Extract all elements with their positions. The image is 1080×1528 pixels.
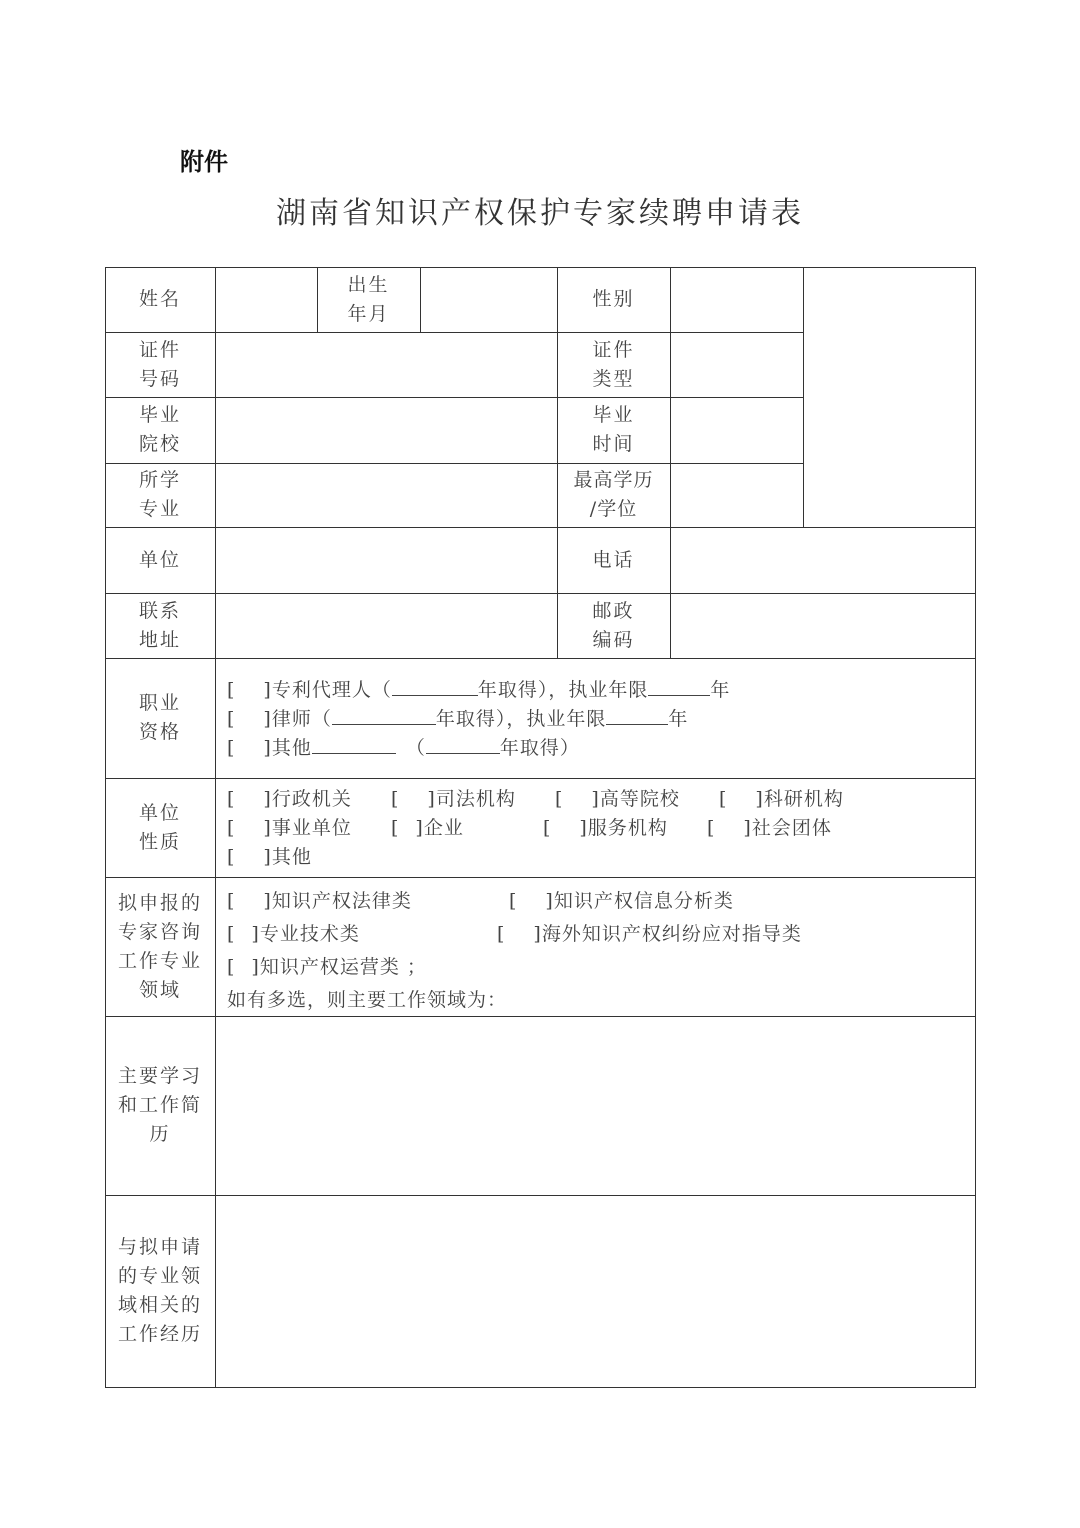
unit-nature-option[interactable]: [ ]司法机构 xyxy=(391,788,516,810)
label-gender: 性别 xyxy=(592,288,635,310)
unit-nature-option[interactable]: [ ]高等院校 xyxy=(555,788,680,810)
qualification-lawyer[interactable]: [ ]律师（ 年取得），执业年限 年 xyxy=(227,708,689,730)
field-option-info-analysis[interactable]: [ ]知识产权信息分析类 xyxy=(509,890,734,912)
patent-agent-year-blank[interactable] xyxy=(392,677,478,696)
photo-area[interactable] xyxy=(804,268,975,527)
application-form xyxy=(105,267,976,1388)
label-name: 姓名 xyxy=(138,288,181,310)
label-qualification: 职业 资格 xyxy=(138,692,181,743)
label-id-number: 证件 号码 xyxy=(138,338,181,390)
experience-field[interactable] xyxy=(216,1196,975,1387)
patent-agent-years-blank[interactable] xyxy=(648,677,710,696)
label-postcode: 邮政 编码 xyxy=(592,599,635,651)
lawyer-year-blank[interactable] xyxy=(332,706,436,725)
label-birth: 出生 年月 xyxy=(347,273,390,325)
field-option-law[interactable]: [ ]知识产权法律类 xyxy=(227,890,412,912)
field-note: 如有多选，则主要工作领域为： xyxy=(227,989,508,1011)
label-experience: 与拟申请 的专业领 域相关的 工作经历 xyxy=(117,1236,202,1345)
label-grad-time: 毕业 时间 xyxy=(592,404,635,455)
major-field[interactable] xyxy=(216,464,557,527)
other-name-blank[interactable] xyxy=(312,735,396,754)
label-field: 拟申报的 专家咨询 工作专业 领域 xyxy=(117,891,202,1001)
field-option-tech[interactable]: [ ]专业技术类 xyxy=(227,923,360,945)
form-title: 湖南省知识产权保护专家续聘申请表 xyxy=(276,196,804,231)
unit-nature-option[interactable]: [ ]社会团体 xyxy=(707,817,832,839)
degree-field[interactable] xyxy=(671,464,803,527)
label-major: 所学 专业 xyxy=(138,469,181,520)
label-resume: 主要学习 和工作简 历 xyxy=(117,1065,202,1145)
label-unit-nature: 单位 性质 xyxy=(138,801,181,853)
id-number-field[interactable] xyxy=(216,333,557,397)
qualification-patent-agent[interactable]: [ ]专利代理人（ 年取得），执业年限 年 xyxy=(227,679,731,701)
label-school: 毕业 院校 xyxy=(138,404,181,455)
school-field[interactable] xyxy=(216,398,557,463)
unit-nature-option[interactable]: [ ]其他 xyxy=(227,846,312,868)
unit-field[interactable] xyxy=(216,528,557,593)
phone-field[interactable] xyxy=(671,528,975,593)
postcode-field[interactable] xyxy=(671,594,975,658)
label-degree: 最高学历 /学位 xyxy=(573,469,654,520)
other-year-blank[interactable] xyxy=(426,735,500,754)
label-id-type: 证件 类型 xyxy=(592,338,635,390)
field-options xyxy=(227,885,802,1017)
label-address: 联系 地址 xyxy=(138,599,181,651)
attachment-label: 附件 xyxy=(180,148,228,176)
unit-nature-option[interactable]: [ ]服务机构 xyxy=(543,817,668,839)
unit-nature-options xyxy=(227,785,869,872)
qualification-other[interactable]: [ ]其他 （ 年取得） xyxy=(227,737,580,759)
label-unit: 单位 xyxy=(138,548,181,571)
lawyer-years-blank[interactable] xyxy=(606,706,668,725)
label-phone: 电话 xyxy=(592,548,635,571)
grad-time-field[interactable] xyxy=(671,398,803,463)
unit-nature-option[interactable]: [ ]企业 xyxy=(391,817,464,839)
unit-nature-option[interactable]: [ ]行政机关 xyxy=(227,788,352,810)
unit-nature-option[interactable]: [ ]事业单位 xyxy=(227,817,352,839)
qualification-options xyxy=(227,676,730,763)
resume-field[interactable] xyxy=(216,1017,975,1195)
id-type-field[interactable] xyxy=(671,333,803,397)
gender-field[interactable] xyxy=(671,268,803,332)
birth-field[interactable] xyxy=(421,268,557,332)
field-option-operation[interactable]: [ ]知识产权运营类 ； xyxy=(227,956,427,978)
address-field[interactable] xyxy=(216,594,557,658)
unit-nature-option[interactable]: [ ]科研机构 xyxy=(719,788,844,810)
field-option-overseas[interactable]: [ ]海外知识产权纠纷应对指导类 xyxy=(497,923,802,945)
name-field[interactable] xyxy=(216,268,317,332)
